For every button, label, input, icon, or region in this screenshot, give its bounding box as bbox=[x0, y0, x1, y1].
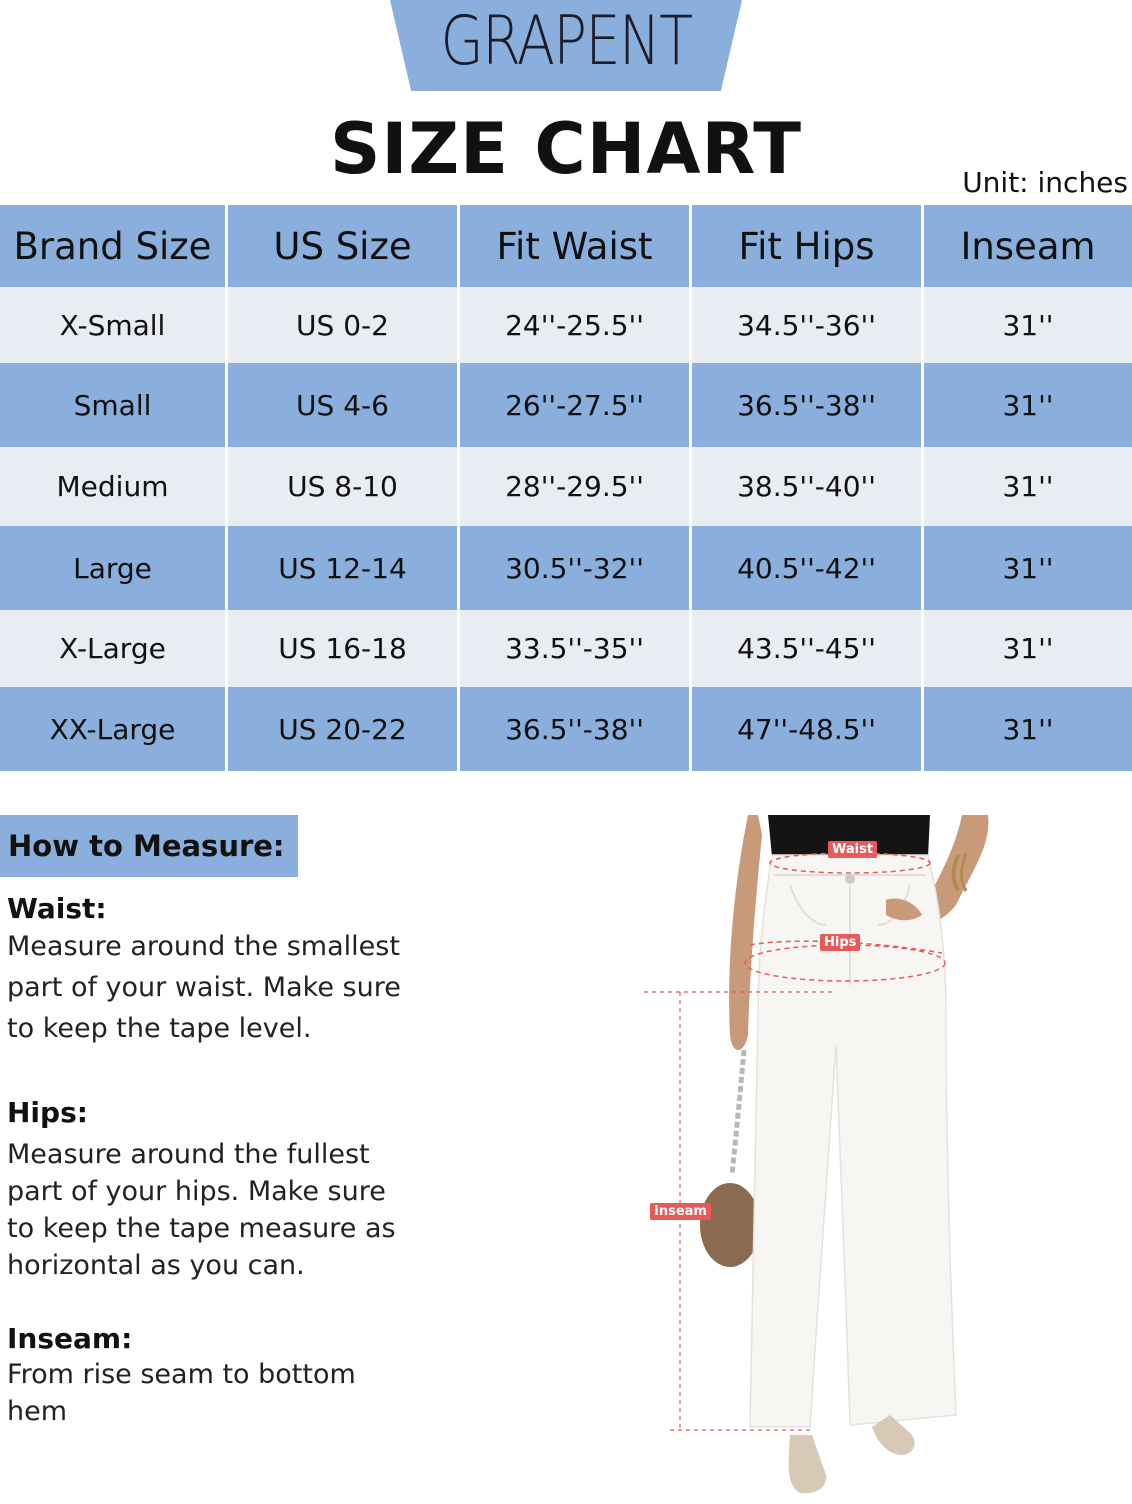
table-cell: 47''-48.5'' bbox=[692, 687, 921, 771]
table-cell: US 16-18 bbox=[228, 610, 457, 687]
table-cell: X-Large bbox=[0, 610, 225, 687]
waist-line: to keep the tape level. bbox=[7, 1013, 312, 1044]
table-cell: 33.5''-35'' bbox=[460, 610, 689, 687]
hips-description bbox=[7, 1136, 396, 1284]
table-cell: XX-Large bbox=[0, 687, 225, 771]
table-cell: Medium bbox=[0, 447, 225, 526]
how-to-measure-banner bbox=[0, 815, 298, 877]
hips-line: part of your hips. Make sure bbox=[7, 1176, 386, 1207]
header-fit-waist: Fit Waist bbox=[460, 205, 689, 287]
table-cell: 31'' bbox=[924, 287, 1132, 363]
hips-tag: Hips bbox=[820, 934, 860, 951]
unit-label: Unit: inches bbox=[962, 166, 1128, 199]
table-cell: Small bbox=[0, 363, 225, 447]
table-cell: 31'' bbox=[924, 610, 1132, 687]
table-cell: 38.5''-40'' bbox=[692, 447, 921, 526]
hips-line: horizontal as you can. bbox=[7, 1250, 305, 1281]
inseam-line: hem bbox=[7, 1396, 68, 1427]
header-us-size: US Size bbox=[228, 205, 457, 287]
header-brand-size: Brand Size bbox=[0, 205, 225, 287]
size-table bbox=[0, 205, 1132, 771]
table-cell: 43.5''-45'' bbox=[692, 610, 921, 687]
page-title: SIZE CHART bbox=[329, 108, 803, 190]
table-cell: 26''-27.5'' bbox=[460, 363, 689, 447]
waist-tag: Waist bbox=[828, 841, 877, 858]
table-cell: US 0-2 bbox=[228, 287, 457, 363]
table-cell: 28''-29.5'' bbox=[460, 447, 689, 526]
header-inseam: Inseam bbox=[924, 205, 1132, 287]
hips-line: to keep the tape measure as bbox=[7, 1213, 396, 1244]
table-cell: 36.5''-38'' bbox=[692, 363, 921, 447]
table-cell: US 20-22 bbox=[228, 687, 457, 771]
table-cell: US 4-6 bbox=[228, 363, 457, 447]
inseam-tag: Inseam bbox=[650, 1203, 711, 1220]
table-cell: 31'' bbox=[924, 447, 1132, 526]
table-cell: 31'' bbox=[924, 363, 1132, 447]
jeans-illustration bbox=[640, 815, 1020, 1500]
table-cell: US 8-10 bbox=[228, 447, 457, 526]
header-fit-hips: Fit Hips bbox=[692, 205, 921, 287]
table-cell: 31'' bbox=[924, 526, 1132, 610]
table-cell: 36.5''-38'' bbox=[460, 687, 689, 771]
table-cell: 34.5''-36'' bbox=[692, 287, 921, 363]
waist-line: Measure around the smallest bbox=[7, 931, 400, 962]
table-cell: 31'' bbox=[924, 687, 1132, 771]
how-to-measure-heading: How to Measure: bbox=[8, 829, 285, 863]
table-cell: X-Small bbox=[0, 287, 225, 363]
hips-heading: Hips: bbox=[7, 1096, 88, 1129]
inseam-heading: Inseam: bbox=[7, 1322, 133, 1355]
table-cell: US 12-14 bbox=[228, 526, 457, 610]
table-cell: 24''-25.5'' bbox=[460, 287, 689, 363]
hips-line: Measure around the fullest bbox=[7, 1139, 370, 1170]
inseam-line: From rise seam to bottom bbox=[7, 1359, 356, 1390]
table-cell: 40.5''-42'' bbox=[692, 526, 921, 610]
brand-logo: GRAPENT bbox=[440, 2, 692, 81]
table-cell: 30.5''-32'' bbox=[460, 526, 689, 610]
waist-heading: Waist: bbox=[7, 892, 107, 925]
model-figure bbox=[640, 815, 1020, 1500]
table-cell: Large bbox=[0, 526, 225, 610]
waist-description bbox=[7, 926, 401, 1049]
waist-line: part of your waist. Make sure bbox=[7, 972, 401, 1003]
inseam-description bbox=[7, 1356, 356, 1430]
